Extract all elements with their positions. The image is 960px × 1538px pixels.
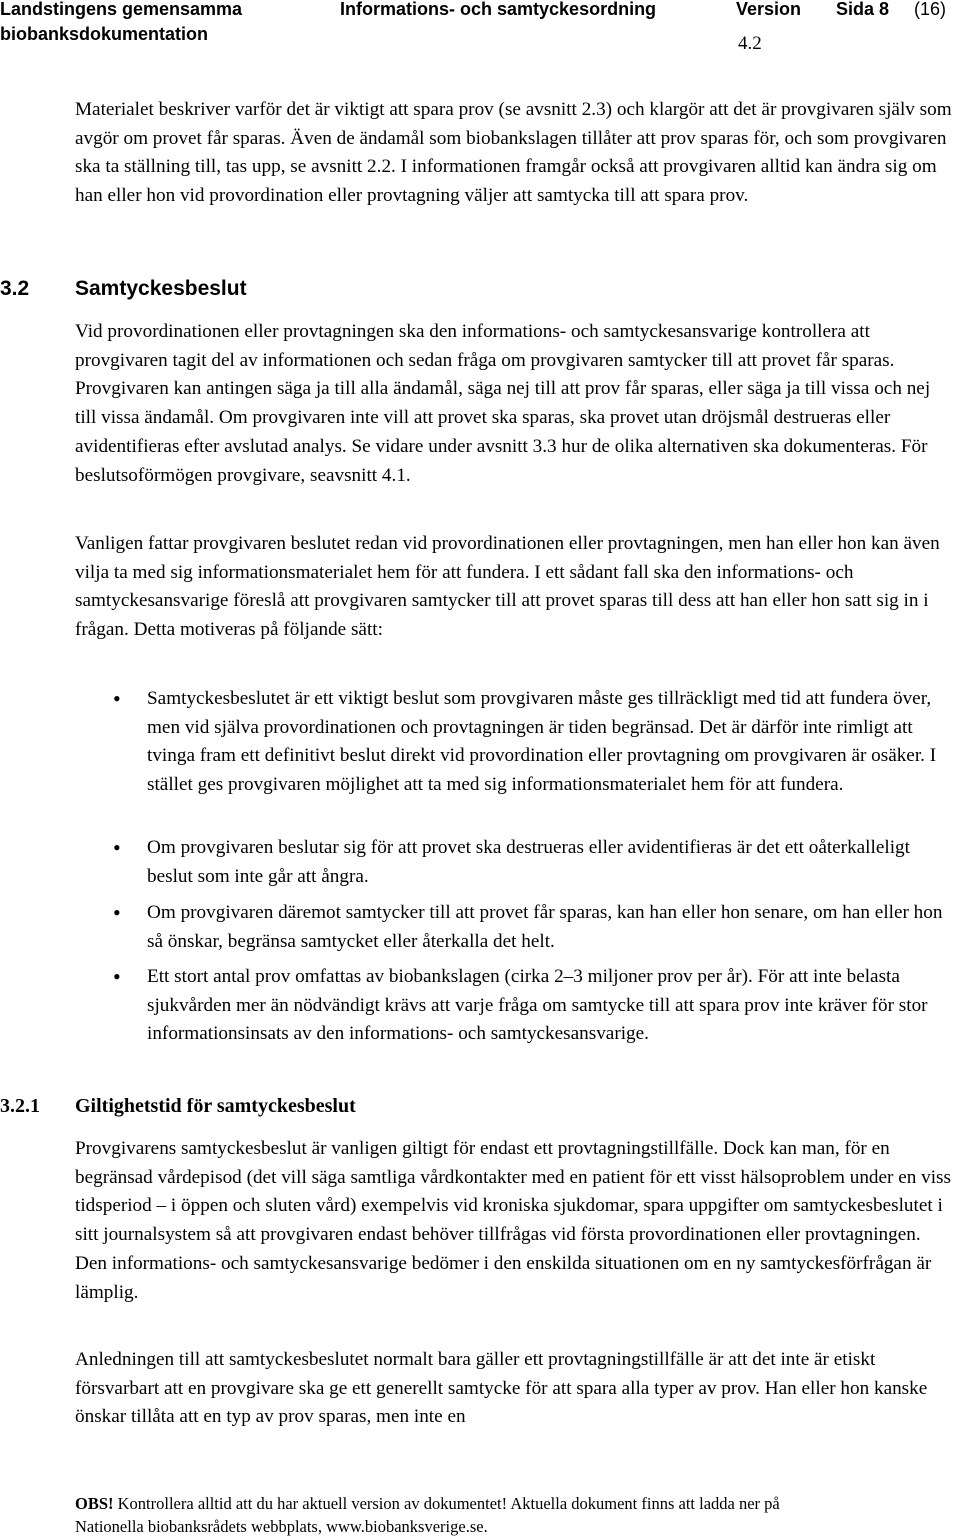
header-org-line1: Landstingens gemensamma xyxy=(0,0,243,19)
bullet-item: Samtyckesbeslutet är ett viktigt beslut som provgivaren måste ges tillräckligt med tid att fundera över, men vid själva provordinationen och provtagningen är tiden begränsad. Det är därför inte rimligt att tvinga fram ett definitivt beslut direkt vid provordination eller provtagning om provgivaren är osäker. I stället ges provgivaren möjlighet att ta med sig informationsmaterialet hem för att fundera. xyxy=(147,688,937,796)
header-page-label: Sida 8 xyxy=(836,0,890,19)
page-footer xyxy=(75,1492,955,1538)
bullet-item: Om provgivaren beslutar sig för att provet ska destrueras eller avidentifieras är det ett oåterkalleligt beslut som inte går att ångra. xyxy=(147,837,910,887)
bullet-marker: • xyxy=(113,835,121,860)
subsection-paragraph-2: Anledningen till att samtyckesbeslutet normalt bara gäller ett provtagningstillfälle är att det inte är etiskt försvarbart att en provgivare ska ge ett generellt samtycke för att spara alla typer av prov. Han eller hon kanske önskar tillåta att en typ av prov sparas, men inte en xyxy=(75,1349,928,1428)
page-header xyxy=(0,0,960,60)
footer-text-line1: Kontrollera alltid att du har aktuell version av dokumentet! Aktuella dokument finns att ladda ner på xyxy=(117,1494,780,1513)
header-version-label: Version xyxy=(736,0,802,19)
header-page-total: (16) xyxy=(914,0,947,19)
subsection-number: 3.2.1 xyxy=(0,1095,40,1117)
section-title: Samtyckesbeslut xyxy=(75,277,247,300)
section-number: 3.2 xyxy=(0,277,30,300)
footer-text-line2: Nationella biobanksrådets webbplats, www.biobanksverige.se. xyxy=(75,1517,488,1536)
bullet-item: Ett stort antal prov omfattas av biobankslagen (cirka 2–3 miljoner prov per år). För att inte belasta sjukvården mer än nödvändigt krävs att varje fråga om samtycke till att spara prov inte kräver för stor informationsinsats av den informations- och samtyckesansvarige. xyxy=(147,966,928,1045)
bullet-marker: • xyxy=(113,900,121,925)
section-paragraph-2: Vanligen fattar provgivaren beslutet redan vid provordinationen eller provtagningen, men han eller hon kan även vilja ta med sig informationsmaterialet hem för att fundera. I ett sådant fall ska den informations- och samtyckesansvarige föreslå att provgivaren samtycker till att provet sparas till dess att han eller hon satt sig in i frågan. Detta motiveras på följande sätt: xyxy=(75,533,940,641)
intro-paragraph: Materialet beskriver varför det är viktigt att spara prov (se avsnitt 2.3) och klargör att det är provgivaren själv som avgör om provet får sparas. Även de ändamål som biobankslagen tillåter att prov sparas för, och som provgivaren ska ta ställning till, tas upp, se avsnitt 2.2. I informationen framgår också att provgivaren alltid kan ändra sig om han eller hon vid provordination eller provtagning väljer att samtycka till att spara prov. xyxy=(75,99,952,207)
footer-obs-label: OBS! xyxy=(75,1494,114,1513)
header-version-number: 4.2 xyxy=(738,33,762,54)
section-paragraph-1: Vid provordinationen eller provtagningen ska den informations- och samtyckesansvarige kontrollera att provgivaren tagit del av informationen och sedan fråga om provgivaren samtycker till att provet får sparas. Provgivaren kan antingen säga ja till alla ändamål, säga nej till att prov får sparas, eller säga ja till vissa och nej till vissa ändamål. Om provgivaren inte vill att provet ska sparas, ska provet utan dröjsmål destrueras eller avidentifieras efter avslutad analys. Se vidare under avsnitt 3.3 hur de olika alternativen ska dokumenteras. För beslutsoförmögen provgivare, seavsnitt 4.1. xyxy=(75,321,931,486)
header-doc-title: Informations- och samtyckesordning xyxy=(340,0,657,19)
header-org-line2: biobanksdokumentation xyxy=(0,24,209,44)
bullet-item: Om provgivaren däremot samtycker till att provet får sparas, kan han eller hon senare, om han eller hon så önskar, begränsa samtycket eller återkalla det helt. xyxy=(147,902,943,952)
subsection-paragraph-1: Provgivarens samtyckesbeslut är vanligen giltigt för endast ett provtagningstillfälle. Dock kan man, för en begränsad vårdepisod (det vill säga samtliga vårdkontakter med en patient för ett visst hälsoproblem under en viss tidsperiod – i öppen och sluten vård) exempelvis vid kroniska sjukdomar, spara uppgifter om samtyckesbeslutet i sitt journalsystem så att provgivaren endast behöver tillfrågas vid första provordinationen eller provtagningen. Den informations- och samtyckesansvarige bedömer i den enskilda situationen om en ny samtyckesförfrågan är lämplig. xyxy=(75,1138,951,1303)
subsection-title: Giltighetstid för samtyckesbeslut xyxy=(75,1095,356,1117)
bullet-marker: • xyxy=(113,686,121,711)
bullet-marker: • xyxy=(113,964,121,989)
